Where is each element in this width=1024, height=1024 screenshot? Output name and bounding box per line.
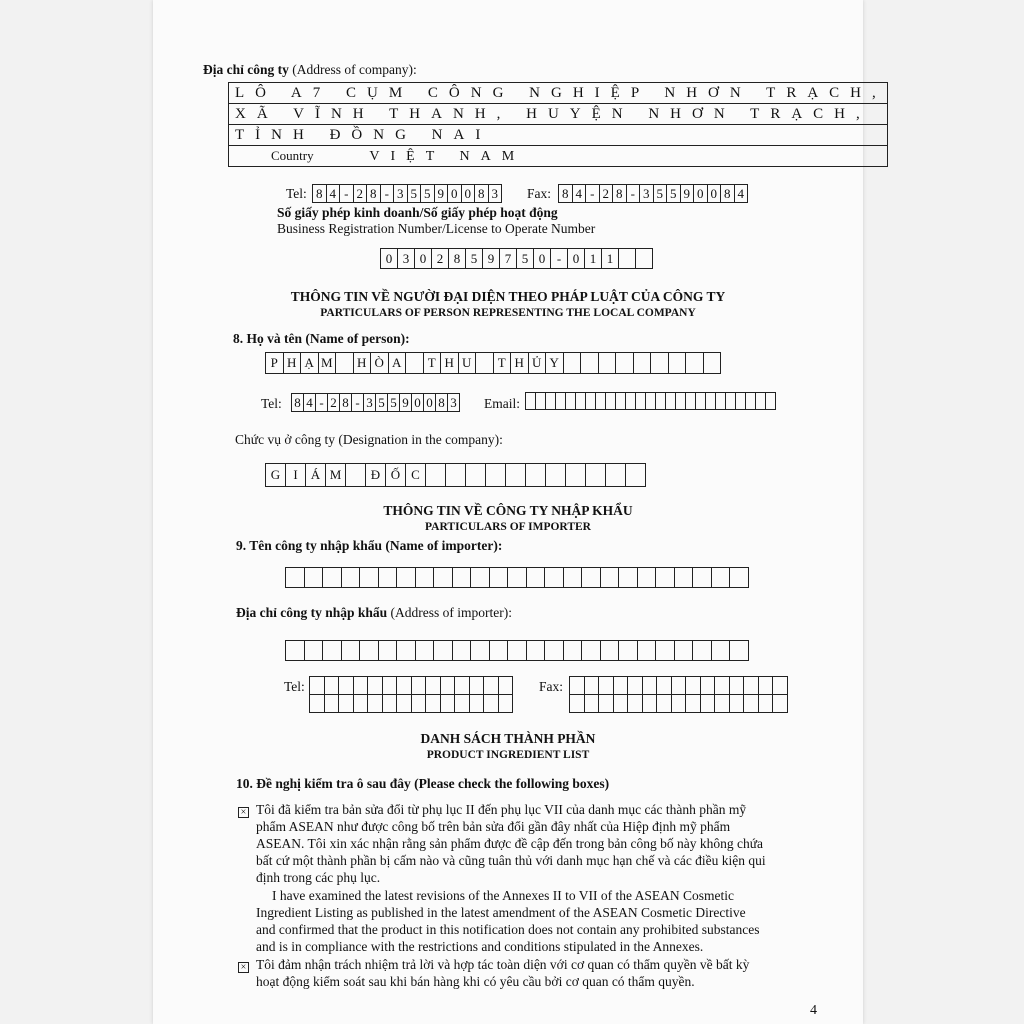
- char-box: -: [585, 184, 600, 203]
- char-box[interactable]: [772, 676, 788, 695]
- char-box[interactable]: [285, 567, 305, 588]
- char-box[interactable]: [396, 694, 412, 713]
- representative-title-vi: THÔNG TIN VỀ NGƯỜI ĐẠI DIỆN THEO PHÁP LUẬT CỦA CÔNG TY: [290, 289, 726, 304]
- char-box[interactable]: [637, 567, 657, 588]
- char-box[interactable]: [655, 640, 675, 661]
- char-box[interactable]: [440, 694, 456, 713]
- char-box: [565, 463, 586, 487]
- char-box: 9: [399, 393, 412, 412]
- country-value: VIỆT NAM: [369, 148, 526, 164]
- char-box[interactable]: [338, 694, 354, 713]
- char-box[interactable]: [627, 676, 643, 695]
- char-box[interactable]: [563, 567, 583, 588]
- char-box[interactable]: [772, 694, 788, 713]
- char-box: T: [493, 352, 512, 374]
- ingredient-title-vi: DANH SÁCH THÀNH PHẦN: [420, 731, 596, 746]
- char-box: [625, 463, 646, 487]
- char-box[interactable]: [642, 694, 658, 713]
- annex-compliance-text-en: I have examined the latest revisions of the Annexes II to VII of the ASEAN Cosmetic Ingredient Listing as published in the latest amendment of the ASEAN Cosmetic Directive and confirmed that the product in this notification does not contain any prohibited substances and is in compliance with the restrictions and conditions stipulated in the Annexes.: [256, 888, 760, 954]
- company-fax-grid: [558, 184, 748, 203]
- char-box: H: [510, 352, 529, 374]
- char-box: 0: [567, 248, 585, 269]
- char-box: [425, 463, 446, 487]
- char-box[interactable]: [322, 640, 342, 661]
- char-box: [605, 463, 626, 487]
- char-box[interactable]: [415, 567, 435, 588]
- address-line-2: XÃ VĨNH THANH, HUYỆN NHƠN TRẠCH,: [229, 104, 888, 125]
- char-box: H: [283, 352, 302, 374]
- char-box: 3: [639, 184, 654, 203]
- char-box: 8: [474, 184, 489, 203]
- checkbox-annex-compliance[interactable]: ×: [238, 807, 249, 818]
- char-box: [703, 352, 722, 374]
- company-fax-label: Fax:: [527, 186, 552, 201]
- char-box[interactable]: [581, 640, 601, 661]
- char-box: 8: [366, 184, 381, 203]
- char-box[interactable]: [563, 640, 583, 661]
- importer-name-grid[interactable]: [285, 567, 749, 588]
- char-box[interactable]: [309, 676, 325, 695]
- char-box[interactable]: [382, 694, 398, 713]
- char-box[interactable]: [304, 640, 324, 661]
- char-box: 5: [387, 393, 400, 412]
- char-box: H: [440, 352, 459, 374]
- char-box[interactable]: [674, 567, 694, 588]
- char-box[interactable]: [671, 694, 687, 713]
- char-box[interactable]: [304, 567, 324, 588]
- char-box: 8: [612, 184, 627, 203]
- importer-title-vi: THÔNG TIN VỀ CÔNG TY NHẬP KHẨU: [383, 503, 633, 518]
- char-box: 8: [291, 393, 304, 412]
- char-box: -: [315, 393, 328, 412]
- char-box: 8: [339, 393, 352, 412]
- ingredient-title-en: PRODUCT INGREDIENT LIST: [426, 749, 590, 761]
- country-label: Country: [271, 147, 314, 163]
- page-number: 4: [810, 1003, 817, 1018]
- importer-name-label: 9. Tên công ty nhập khẩu (Name of importer):: [236, 538, 503, 553]
- person-email-grid[interactable]: [525, 392, 776, 410]
- char-box: [650, 352, 669, 374]
- char-box[interactable]: [656, 676, 672, 695]
- char-box: Á: [305, 463, 326, 487]
- char-box: [685, 352, 704, 374]
- char-box[interactable]: [353, 694, 369, 713]
- responsibility-text-vi: Tôi đảm nhận trách nhiệm trả lời và hợp tác toàn diện với cơ quan có thẩm quyền về bất kỳ hoạt động kiểm soát sau khi bán hàng khi có yêu cầu bởi cơ quan có thẩm quyền.: [256, 957, 750, 989]
- char-box: 2: [327, 393, 340, 412]
- char-box[interactable]: [544, 640, 564, 661]
- char-box[interactable]: [452, 567, 472, 588]
- representative-title-en: PARTICULARS OF PERSON REPRESENTING THE LOCAL COMPANY: [320, 307, 696, 319]
- char-box: [505, 463, 526, 487]
- char-box: Y: [545, 352, 564, 374]
- char-box: Ủ: [528, 352, 547, 374]
- char-box[interactable]: [714, 694, 730, 713]
- char-box[interactable]: [729, 640, 749, 661]
- char-box[interactable]: [452, 640, 472, 661]
- char-box[interactable]: [324, 676, 340, 695]
- license-label-en: Business Registration Number/License to Operate Number: [277, 221, 596, 236]
- char-box: 0: [414, 248, 432, 269]
- char-box[interactable]: [692, 640, 712, 661]
- char-box: C: [405, 463, 426, 487]
- char-box: 3: [393, 184, 408, 203]
- char-box: [635, 248, 653, 269]
- person-email-label: Email:: [484, 396, 520, 411]
- char-box[interactable]: [396, 676, 412, 695]
- char-box[interactable]: [425, 694, 441, 713]
- char-box: Ố: [385, 463, 406, 487]
- char-box[interactable]: [743, 694, 759, 713]
- importer-address-grid[interactable]: [285, 640, 749, 661]
- importer-title-en: PARTICULARS OF IMPORTER: [425, 521, 591, 533]
- char-box[interactable]: [411, 676, 427, 695]
- char-box: 5: [516, 248, 534, 269]
- char-box[interactable]: [685, 694, 701, 713]
- char-box[interactable]: [322, 567, 342, 588]
- importer-address-label: Địa chỉ công ty nhập khẩu (Address of importer):: [236, 605, 513, 620]
- char-box[interactable]: [454, 694, 470, 713]
- char-box: 5: [420, 184, 435, 203]
- char-box[interactable]: [338, 676, 354, 695]
- char-box[interactable]: [382, 676, 398, 695]
- char-box[interactable]: [581, 567, 601, 588]
- person-tel-label: Tel:: [261, 396, 282, 411]
- char-box[interactable]: [396, 640, 416, 661]
- char-box: 8: [558, 184, 573, 203]
- char-box[interactable]: [700, 676, 716, 695]
- char-box[interactable]: [711, 640, 731, 661]
- company-address-label: Địa chỉ công ty (Address of company):: [203, 62, 417, 77]
- char-box: [545, 463, 566, 487]
- char-box: -: [550, 248, 568, 269]
- char-box[interactable]: [526, 567, 546, 588]
- char-box: [598, 352, 617, 374]
- char-box: [633, 352, 652, 374]
- char-box[interactable]: [359, 567, 379, 588]
- char-box: T: [423, 352, 442, 374]
- char-box: [405, 352, 424, 374]
- char-box[interactable]: [483, 676, 499, 695]
- importer-fax-grid-row2[interactable]: [569, 694, 788, 713]
- char-box[interactable]: [685, 676, 701, 695]
- char-box[interactable]: [674, 640, 694, 661]
- char-box: 0: [423, 393, 436, 412]
- char-box: 2: [431, 248, 449, 269]
- designation-grid: [265, 463, 646, 487]
- char-box[interactable]: [618, 567, 638, 588]
- char-box: M: [318, 352, 337, 374]
- char-box[interactable]: [627, 694, 643, 713]
- char-box[interactable]: [613, 694, 629, 713]
- char-box: 8: [448, 248, 466, 269]
- char-box[interactable]: [507, 640, 527, 661]
- char-box[interactable]: [470, 640, 490, 661]
- char-box: -: [380, 184, 395, 203]
- char-box[interactable]: [367, 694, 383, 713]
- char-box: 0: [411, 393, 424, 412]
- char-box: 8: [435, 393, 448, 412]
- char-box: 3: [447, 393, 460, 412]
- char-box: 8: [312, 184, 327, 203]
- char-box: 5: [653, 184, 668, 203]
- char-box: -: [351, 393, 364, 412]
- char-box: I: [285, 463, 306, 487]
- char-box[interactable]: [569, 676, 585, 695]
- char-box[interactable]: [359, 640, 379, 661]
- char-box: -: [626, 184, 641, 203]
- char-box[interactable]: [285, 640, 305, 661]
- char-box[interactable]: [440, 676, 456, 695]
- char-box: 1: [584, 248, 602, 269]
- char-box[interactable]: [378, 567, 398, 588]
- char-box: Ò: [370, 352, 389, 374]
- char-box[interactable]: [671, 676, 687, 695]
- company-address-grid: [228, 82, 888, 167]
- char-box: [335, 352, 354, 374]
- char-box[interactable]: [765, 392, 776, 410]
- char-box: 5: [666, 184, 681, 203]
- char-box[interactable]: [714, 676, 730, 695]
- char-box[interactable]: [411, 694, 427, 713]
- char-box: -: [339, 184, 354, 203]
- char-box[interactable]: [483, 694, 499, 713]
- char-box[interactable]: [600, 640, 620, 661]
- char-box[interactable]: [729, 694, 745, 713]
- country-row: [229, 146, 888, 167]
- char-box: [345, 463, 366, 487]
- check-instruction-label: 10. Đề nghị kiểm tra ô sau đây (Please check the following boxes): [236, 776, 610, 791]
- char-box: 2: [599, 184, 614, 203]
- char-box: [585, 463, 606, 487]
- importer-fax-label: Fax:: [539, 679, 564, 694]
- char-box: [618, 248, 636, 269]
- char-box[interactable]: [729, 567, 749, 588]
- char-box: 0: [461, 184, 476, 203]
- char-box: [668, 352, 687, 374]
- person-name-label: 8. Họ và tên (Name of person):: [233, 331, 410, 346]
- char-box: 0: [707, 184, 722, 203]
- annex-compliance-text-vi: Tôi đã kiểm tra bản sửa đổi từ phụ lục II đến phụ lục VII của danh mục các thành phần mỹ phẩm ASEAN như được công bố trên bản sửa đổi gần đây nhất của Hiệp định mỹ phẩm ASEAN. Tôi xin xác nhận rằng sản phẩm được đề cập đến trong bản công bố này không chứa bất cứ một thành phần bị cấm nào và cũng tuân thủ với danh mục hạn chế và các điều kiện qui định trong các phụ lục.: [256, 802, 766, 885]
- char-box[interactable]: [341, 567, 361, 588]
- char-box: [445, 463, 466, 487]
- address-line-3: TỈNH ĐỒNG NAI: [229, 125, 888, 146]
- char-box[interactable]: [367, 676, 383, 695]
- char-box: [465, 463, 486, 487]
- char-box[interactable]: [598, 676, 614, 695]
- char-box: H: [353, 352, 372, 374]
- char-box: 9: [680, 184, 695, 203]
- char-box: 2: [353, 184, 368, 203]
- char-box[interactable]: [700, 694, 716, 713]
- char-box[interactable]: [711, 567, 731, 588]
- person-name-grid: [265, 352, 721, 374]
- char-box: 7: [499, 248, 517, 269]
- char-box: 4: [326, 184, 341, 203]
- char-box: 0: [693, 184, 708, 203]
- char-box: 5: [375, 393, 388, 412]
- char-box[interactable]: [584, 694, 600, 713]
- char-box: 1: [601, 248, 619, 269]
- char-box[interactable]: [433, 640, 453, 661]
- importer-fax-grid-row1[interactable]: [569, 676, 788, 695]
- char-box[interactable]: [613, 676, 629, 695]
- address-line-1: LÔ A7 CỤM CÔNG NGHIỆP NHƠN TRẠCH,: [229, 83, 888, 104]
- char-box: 3: [397, 248, 415, 269]
- importer-tel-grid-row1[interactable]: [309, 676, 513, 695]
- char-box[interactable]: [544, 567, 564, 588]
- char-box[interactable]: [489, 640, 509, 661]
- designation-label: Chức vụ ở công ty (Designation in the company):: [235, 432, 503, 447]
- char-box: 9: [434, 184, 449, 203]
- char-box[interactable]: [656, 694, 672, 713]
- char-box[interactable]: [526, 640, 546, 661]
- char-box: Ạ: [300, 352, 319, 374]
- char-box[interactable]: [729, 676, 745, 695]
- license-label-vi: Số giấy phép kinh doanh/Số giấy phép hoạt động: [277, 205, 558, 220]
- char-box[interactable]: [341, 640, 361, 661]
- char-box[interactable]: [637, 640, 657, 661]
- char-box[interactable]: [642, 676, 658, 695]
- importer-tel-label: Tel:: [284, 679, 305, 694]
- char-box[interactable]: [469, 676, 485, 695]
- char-box: A: [388, 352, 407, 374]
- char-box[interactable]: [415, 640, 435, 661]
- char-box[interactable]: [378, 640, 398, 661]
- char-box[interactable]: [758, 694, 774, 713]
- char-box[interactable]: [324, 694, 340, 713]
- char-box: 4: [572, 184, 587, 203]
- char-box: 5: [465, 248, 483, 269]
- char-box[interactable]: [618, 640, 638, 661]
- char-box[interactable]: [743, 676, 759, 695]
- char-box: 3: [363, 393, 376, 412]
- char-box: [580, 352, 599, 374]
- char-box[interactable]: [600, 567, 620, 588]
- char-box: U: [458, 352, 477, 374]
- char-box[interactable]: [396, 567, 416, 588]
- char-box[interactable]: [489, 567, 509, 588]
- char-box: Đ: [365, 463, 386, 487]
- char-box: [563, 352, 582, 374]
- char-box: [485, 463, 506, 487]
- char-box[interactable]: [470, 567, 490, 588]
- char-box[interactable]: [498, 694, 514, 713]
- char-box: 4: [734, 184, 749, 203]
- char-box: 5: [407, 184, 422, 203]
- char-box: 9: [482, 248, 500, 269]
- license-grid: [380, 248, 653, 269]
- char-box: 8: [720, 184, 735, 203]
- char-box[interactable]: [454, 676, 470, 695]
- char-box[interactable]: [425, 676, 441, 695]
- char-box[interactable]: [469, 694, 485, 713]
- char-box[interactable]: [507, 567, 527, 588]
- char-box: P: [265, 352, 284, 374]
- char-box: [615, 352, 634, 374]
- char-box[interactable]: [758, 676, 774, 695]
- char-box[interactable]: [692, 567, 712, 588]
- checkbox-post-market-responsibility[interactable]: ×: [238, 962, 249, 973]
- char-box[interactable]: [353, 676, 369, 695]
- char-box[interactable]: [655, 567, 675, 588]
- char-box: G: [265, 463, 286, 487]
- char-box: 0: [447, 184, 462, 203]
- char-box: M: [325, 463, 346, 487]
- char-box: [475, 352, 494, 374]
- char-box: 3: [488, 184, 503, 203]
- char-box: 4: [303, 393, 316, 412]
- char-box[interactable]: [433, 567, 453, 588]
- char-box[interactable]: [569, 694, 585, 713]
- char-box: 0: [533, 248, 551, 269]
- person-tel-grid: [291, 393, 460, 412]
- importer-tel-grid-row2[interactable]: [309, 694, 513, 713]
- company-tel-label: Tel:: [286, 186, 307, 201]
- char-box: 0: [380, 248, 398, 269]
- char-box[interactable]: [309, 694, 325, 713]
- char-box[interactable]: [498, 676, 514, 695]
- company-tel-grid: [312, 184, 502, 203]
- char-box: [525, 463, 546, 487]
- char-box[interactable]: [584, 676, 600, 695]
- char-box[interactable]: [598, 694, 614, 713]
